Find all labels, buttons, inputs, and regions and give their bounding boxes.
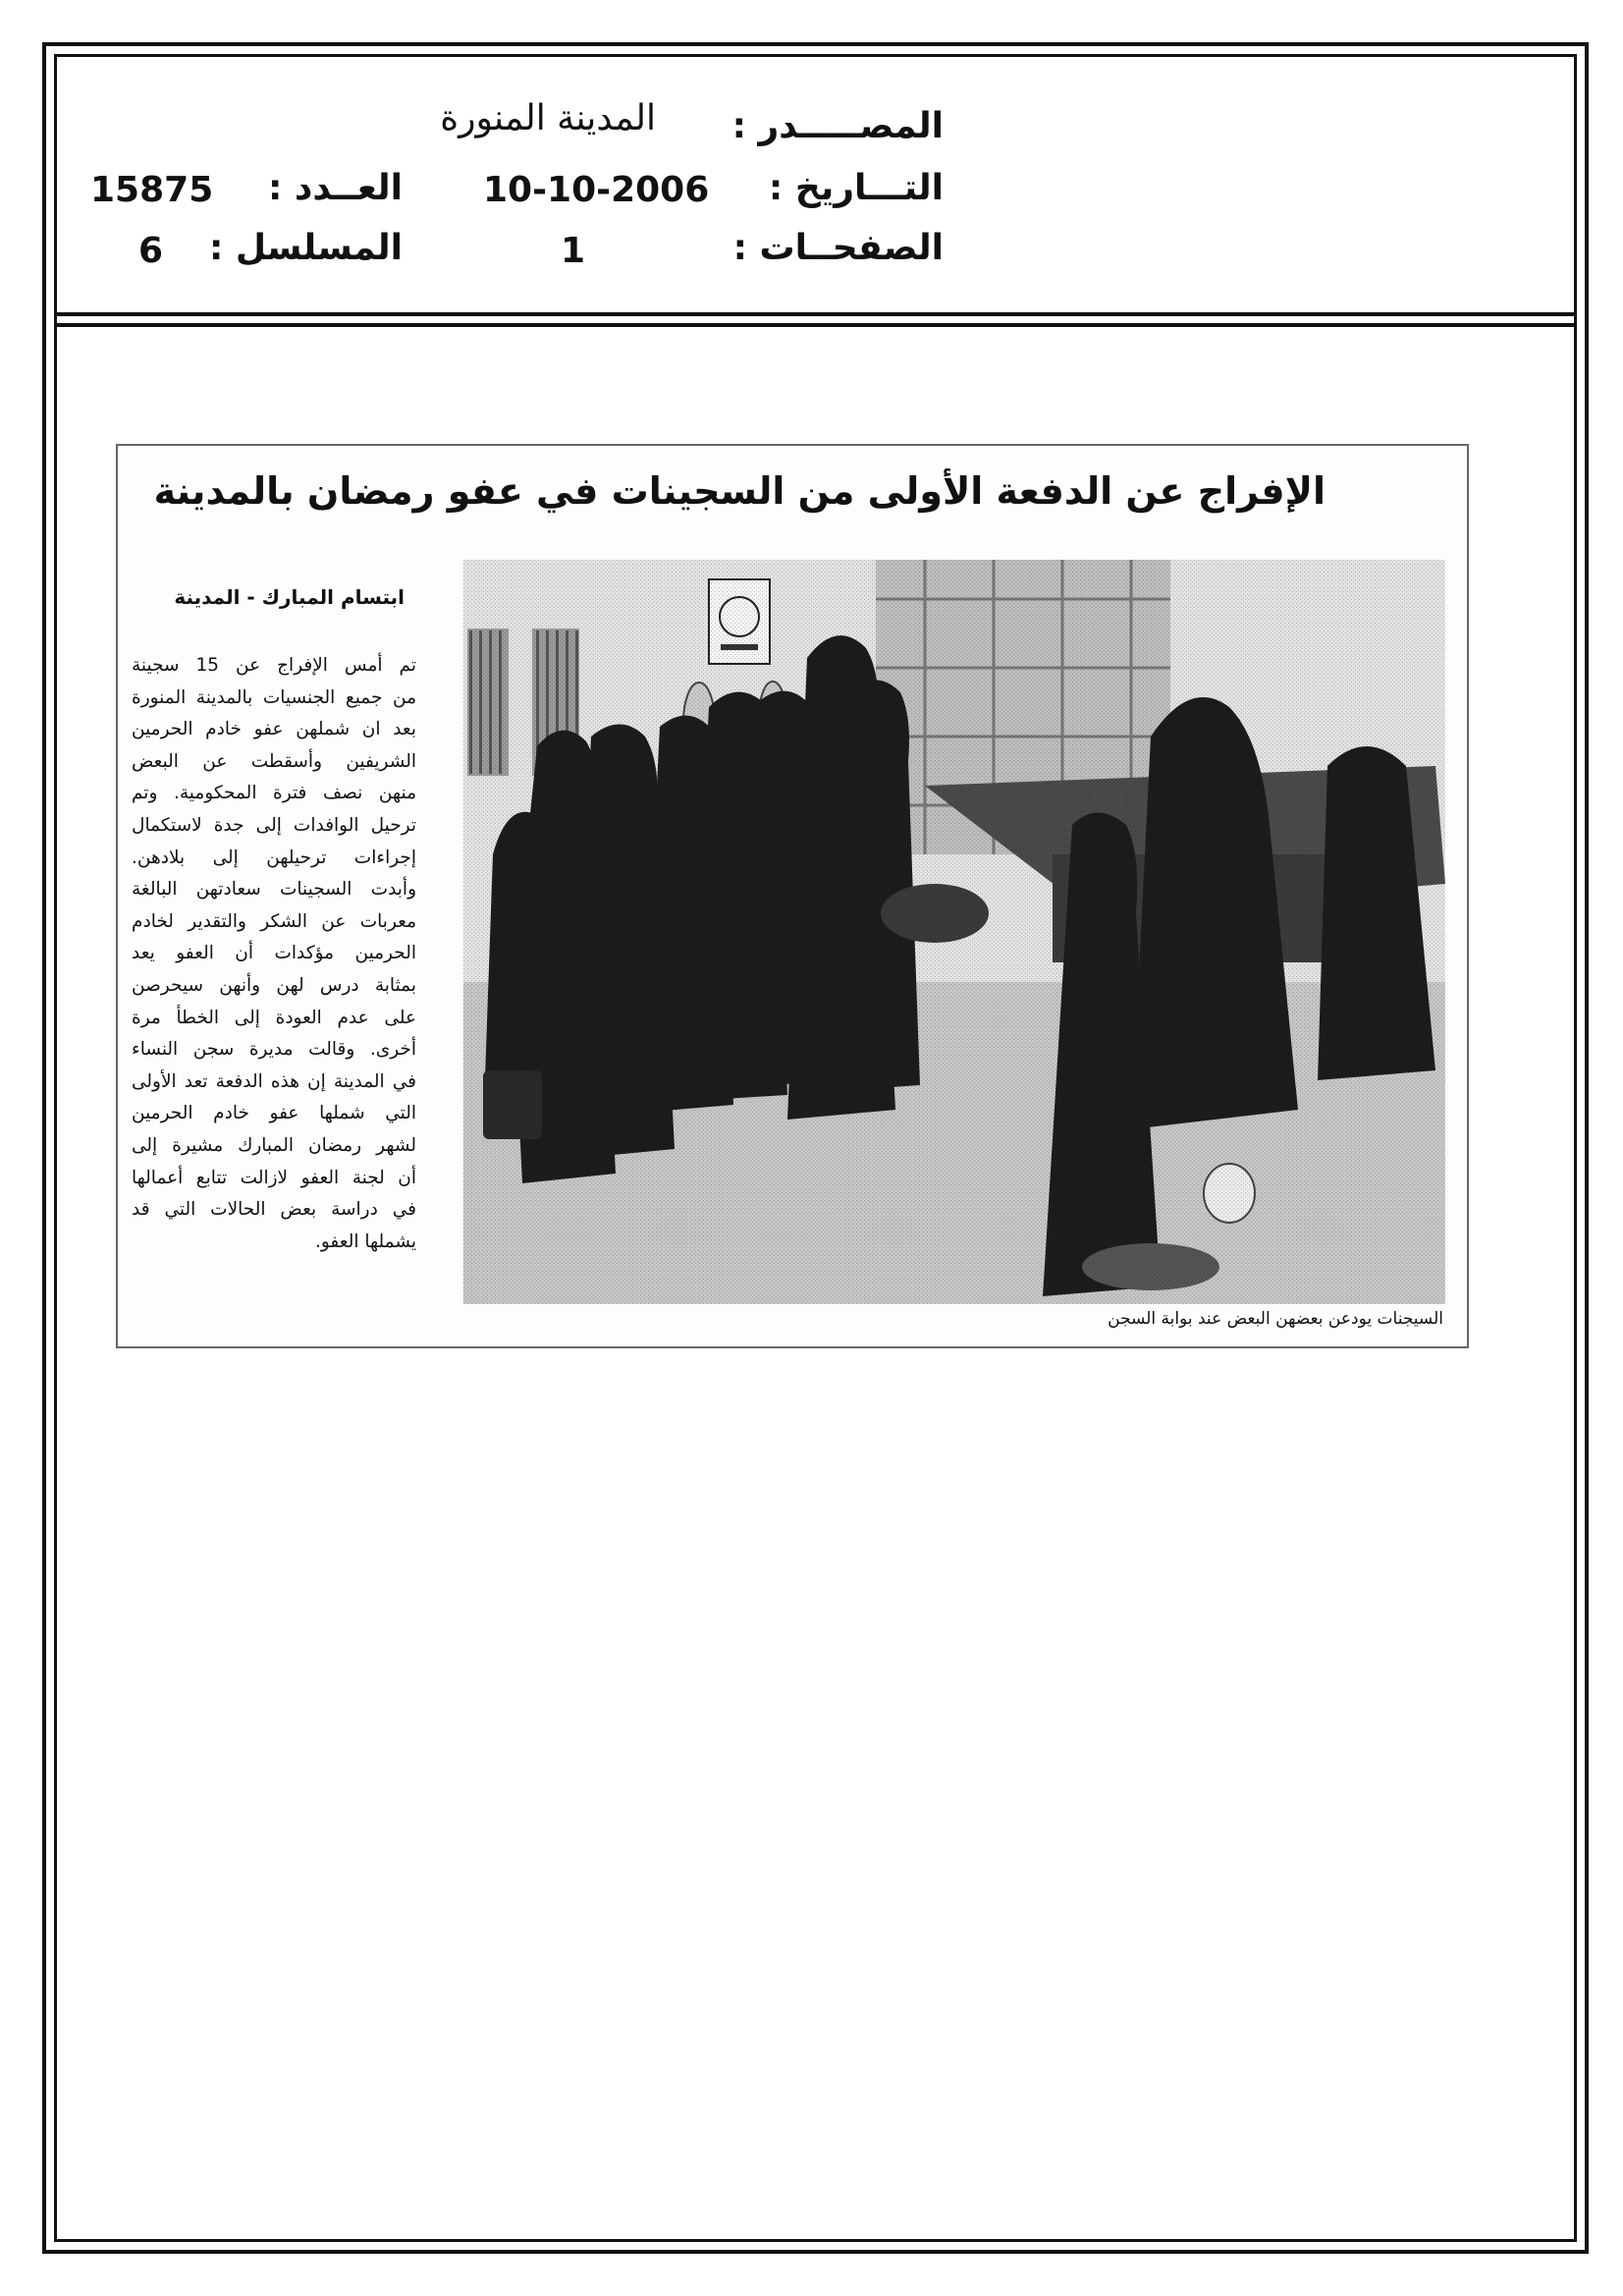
- photo-illustration: [463, 560, 1445, 1304]
- serial-label: المسلسل :: [208, 228, 403, 268]
- issue-value: 15875: [90, 170, 214, 210]
- article-line: منهن نصف فترة المحكومية. وتم: [132, 783, 416, 804]
- article-line: في المدينة إن هذه الدفعة تعد الأولى: [132, 1070, 416, 1092]
- article-line: أخرى. وقالت مديرة سجن النساء: [132, 1039, 416, 1061]
- header-separator-top: [54, 312, 1577, 316]
- article-headline: الإفراج عن الدفعة الأولى من السجينات في عفو رمضان بالمدينة: [153, 469, 1325, 513]
- article-line: التي شملها عفو خادم الحرمين: [132, 1103, 416, 1124]
- article-line: الشريفين وأسقطت عن البعض: [132, 750, 416, 772]
- header-separator-bottom: [54, 323, 1577, 327]
- serial-value: 6: [138, 231, 164, 271]
- article-line: في دراسة بعض الحالات التي قد: [132, 1199, 416, 1221]
- article-line: معربات عن الشكر والتقدير لخادم: [132, 910, 416, 932]
- article-line: الحرمين مؤكدات أن العفو يعد: [132, 943, 416, 964]
- photo-caption: السيجنات يودعن بعضهن البعض عند بوابة السجن: [1108, 1309, 1443, 1329]
- article-line: لشهر رمضان المبارك مشيرة إلى: [132, 1134, 416, 1156]
- article-line: ترحيل الوافدات إلى جدة لاستكمال: [132, 814, 416, 836]
- date-value: 10-10-2006: [483, 170, 710, 210]
- article-line: بعد ان شملهن عفو خادم الحرمين: [132, 719, 416, 740]
- article-line: يشملها العفو.: [314, 1230, 416, 1252]
- article-body: [132, 650, 416, 1258]
- article-line: أن لجنة العفو لازالت تتابع أعمالها: [132, 1167, 416, 1188]
- article-line: على عدم العودة إلى الخطأ مرة: [132, 1007, 416, 1028]
- article-line: من جميع الجنسيات بالمدينة المنورة: [132, 686, 416, 708]
- article-photo: [463, 560, 1445, 1304]
- article-line: وأبدت السجينات سعادتهن البالغة: [132, 879, 416, 901]
- source-value: المدينة المنورة: [440, 98, 656, 138]
- article-line: بمثابة درس لهن وأنهن سيحرصن: [132, 974, 416, 996]
- article-byline: ابتسام المبارك - المدينة: [174, 585, 405, 609]
- pages-value: 1: [561, 231, 586, 271]
- pages-label: الصفحــات :: [732, 228, 944, 268]
- source-label: المصـــــدر :: [731, 106, 944, 146]
- date-label: التـــاريخ :: [768, 168, 944, 208]
- issue-label: العــدد :: [268, 168, 403, 208]
- article-line: تم أمس الإفراج عن 15 سجينة: [132, 655, 416, 676]
- article-line: إجراءات ترحيلهن إلى بلادهن.: [132, 847, 416, 868]
